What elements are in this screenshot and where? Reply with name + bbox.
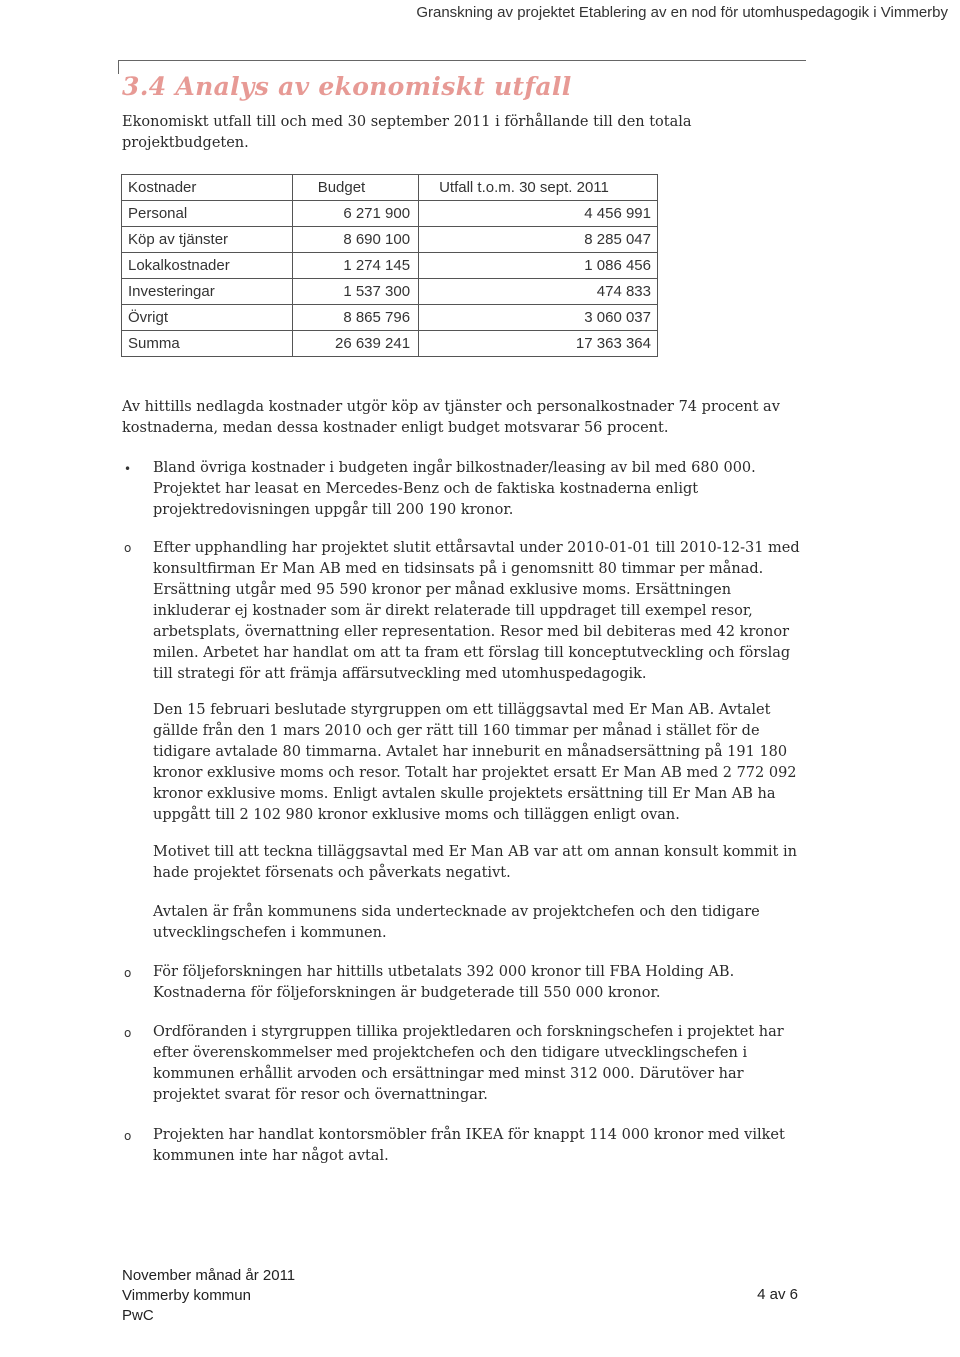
cell-budget: 1 537 300 bbox=[292, 279, 418, 305]
cell-category: Köp av tjänster bbox=[122, 227, 293, 253]
cell-budget: 8 690 100 bbox=[292, 227, 418, 253]
footer-firm: PwC bbox=[122, 1307, 154, 1324]
bullet-research: För följeforskningen har hittills utbetalats 392 000 kronor till FBA Holding AB. Kostnaderna för följeforskningen är budgeterade till 550 000 kronor. bbox=[153, 964, 735, 1001]
table-row bbox=[122, 279, 658, 305]
footer-org: Vimmerby kommun bbox=[122, 1287, 251, 1304]
bullet-open-icon: o bbox=[124, 966, 132, 980]
cell-budget: 26 639 241 bbox=[292, 331, 418, 357]
cell-utfall: 4 456 991 bbox=[419, 201, 658, 227]
bullet-open-icon: o bbox=[124, 1129, 132, 1143]
table-header-row bbox=[122, 175, 658, 201]
bullet-chairman-fees: Ordföranden i styrgruppen tillika projektledaren och forskningschefen i projektet har efter överenskommelser med projektchefen och den tidigare utvecklingschefen i kommunen erhållit arvoden och ersättningar med minst 312 000. Därutöver har projektet svarat för resor och övernattningar. bbox=[153, 1024, 784, 1103]
cell-budget: 1 274 145 bbox=[292, 253, 418, 279]
cell-category: Övrigt bbox=[122, 305, 293, 331]
table-row bbox=[122, 201, 658, 227]
consultant-addendum-paragraph: Den 15 februari beslutade styrgruppen om ett tilläggsavtal med Er Man AB. Avtalet gällde från den 1 mars 2010 och ger rätt till 160 timmar per månad i stället för de tidigare avtalade 80 timmarna. Avtalet har inneburit en månadsersättning på 191 180 kronor exklusive moms och resor. Totalt har projektet ersatt Er Man AB med 2 772 092 kronor exklusive moms. Enligt avtalen skulle projektets ersättning till Er Man AB ha uppgått till 2 102 980 kronor exklusive moms och tilläggen enligt ovan. bbox=[153, 702, 797, 823]
cell-category: Investeringar bbox=[122, 279, 293, 305]
section-title: 3.4 Analys av ekonomiskt utfall bbox=[122, 72, 572, 101]
bullet-furniture: Projekten har handlat kontorsmöbler från IKEA för knappt 114 000 kronor med vilket kommunen inte har något avtal. bbox=[153, 1127, 785, 1164]
header-utfall: Utfall t.o.m. 30 sept. 2011 bbox=[419, 175, 658, 201]
cost-table bbox=[121, 174, 658, 357]
table-row bbox=[122, 227, 658, 253]
table-total-row bbox=[122, 331, 658, 357]
header-rule bbox=[118, 60, 806, 61]
cell-category: Lokalkostnader bbox=[122, 253, 293, 279]
running-header: Granskning av projektet Etablering av en nod för utomhuspedagogik i Vimmerby bbox=[416, 4, 948, 21]
header-budget: Budget bbox=[292, 175, 418, 201]
intro-paragraph: Ekonomiskt utfall till och med 30 september 2011 i förhållande till den totala projektbudgeten. bbox=[122, 114, 692, 151]
bullet-open-icon: o bbox=[124, 541, 132, 555]
cell-utfall: 3 060 037 bbox=[419, 305, 658, 331]
cell-category: Summa bbox=[122, 331, 293, 357]
bullet-car-leasing: Bland övriga kostnader i budgeten ingår bilkostnader/leasing av bil med 680 000. Projektet har leasat en Mercedes-Benz och de faktiska kostnaderna enligt projektredovisningen uppgår till 200 190 kronor. bbox=[153, 460, 756, 518]
cell-category: Personal bbox=[122, 201, 293, 227]
signatory-paragraph: Avtalen är från kommunens sida undertecknade av projektchefen och den tidigare utvecklingschefen i kommunen. bbox=[153, 904, 760, 941]
footer-date: November månad år 2011 bbox=[122, 1267, 296, 1284]
cell-utfall: 17 363 364 bbox=[419, 331, 658, 357]
addendum-motive-paragraph: Motivet till att teckna tilläggsavtal med Er Man AB var att om annan konsult kommit in hade projektet försenats och påverkats negativt. bbox=[153, 844, 797, 881]
footer bbox=[122, 1266, 295, 1326]
bullet-open-icon: o bbox=[124, 1026, 132, 1040]
table-row bbox=[122, 305, 658, 331]
table-row bbox=[122, 253, 658, 279]
analysis-paragraph: Av hittills nedlagda kostnader utgör köp av tjänster och personalkostnader 74 procent av kostnaderna, medan dessa kostnader enligt budget motsvarar 56 procent. bbox=[122, 399, 780, 436]
cell-utfall: 474 833 bbox=[419, 279, 658, 305]
cell-utfall: 8 285 047 bbox=[419, 227, 658, 253]
bullet-consultant: Efter upphandling har projektet slutit ettårsavtal under 2010-01-01 till 2010-12-31 med konsultfirman Er Man AB med en tidsinsats på i genomsnitt 80 timmar per månad. Ersättning utgår med 95 590 kronor per månad exklusive moms. Ersättningen inkluderar ej kostnader som är direkt relaterade till uppdraget till exempel resor, arbetsplats, övernattning eller representation. Resor med bil debiteras med 42 kronor milen. Arbetet har handlat om att ta fram ett förslag till konceptutveckling och förslag till strategi för att främja affärsutveckling med utomhuspedagogik. bbox=[153, 540, 800, 682]
cell-utfall: 1 086 456 bbox=[419, 253, 658, 279]
header-kostnader: Kostnader bbox=[122, 175, 293, 201]
header-rule-tick bbox=[118, 60, 119, 74]
bullet-filled-icon: • bbox=[124, 462, 132, 476]
cell-budget: 6 271 900 bbox=[292, 201, 418, 227]
cell-budget: 8 865 796 bbox=[292, 305, 418, 331]
page-number: 4 av 6 bbox=[757, 1286, 798, 1303]
